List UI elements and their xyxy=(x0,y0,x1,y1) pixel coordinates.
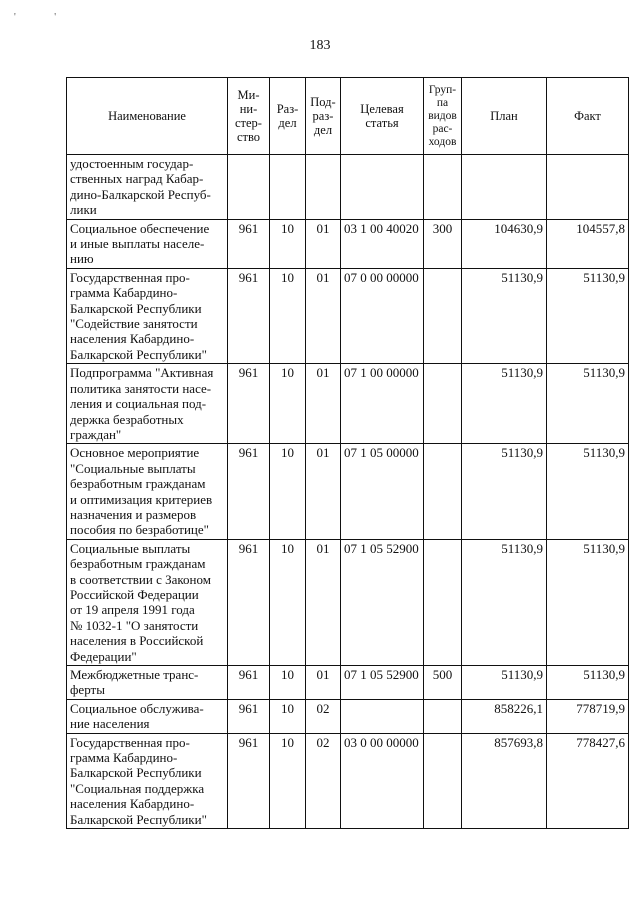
row-section: 10 xyxy=(270,444,306,539)
row-ministry: 961 xyxy=(228,364,270,444)
table-row xyxy=(67,666,629,700)
row-target xyxy=(341,155,424,220)
row-ministry: 961 xyxy=(228,733,270,828)
row-group xyxy=(424,268,462,363)
row-subsection xyxy=(306,155,341,220)
row-target: 07 1 05 00000 xyxy=(341,444,424,539)
row-plan: 51130,9 xyxy=(462,539,547,665)
row-ministry: 961 xyxy=(228,539,270,665)
row-section xyxy=(270,155,306,220)
row-subsection: 01 xyxy=(306,539,341,665)
row-group: 500 xyxy=(424,666,462,700)
row-plan: 51130,9 xyxy=(462,666,547,700)
row-plan: 51130,9 xyxy=(462,444,547,539)
header-section: Раз- дел xyxy=(270,78,306,155)
row-ministry: 961 xyxy=(228,444,270,539)
row-target: 07 1 05 52900 xyxy=(341,539,424,665)
row-target: 03 1 00 40020 xyxy=(341,219,424,268)
row-section: 10 xyxy=(270,733,306,828)
row-name: удостоенным государ- ственных наград Кабар- дино-Балкарской Респуб- лики xyxy=(67,155,228,220)
table-row xyxy=(67,155,629,220)
row-fact: 51130,9 xyxy=(547,268,629,363)
row-group xyxy=(424,539,462,665)
row-fact: 51130,9 xyxy=(547,364,629,444)
row-ministry: 961 xyxy=(228,699,270,733)
header-ministry: Ми- ни- стер- ство xyxy=(228,78,270,155)
row-group: 300 xyxy=(424,219,462,268)
row-group xyxy=(424,364,462,444)
table-row xyxy=(67,364,629,444)
row-target: 07 0 00 00000 xyxy=(341,268,424,363)
row-fact: 778719,9 xyxy=(547,699,629,733)
row-section: 10 xyxy=(270,268,306,363)
row-name: Подпрограмма "Активная политика занятости насе- ления и социальная под- держка безработных граждан" xyxy=(67,364,228,444)
row-subsection: 01 xyxy=(306,268,341,363)
row-ministry xyxy=(228,155,270,220)
table-row xyxy=(67,699,629,733)
budget-table xyxy=(66,77,629,829)
row-section: 10 xyxy=(270,219,306,268)
row-section: 10 xyxy=(270,666,306,700)
header-row xyxy=(67,78,629,155)
row-name: Государственная про- грамма Кабардино- Балкарской Республики "Социальная поддержка населения Кабардино- Балкарской Республики" xyxy=(67,733,228,828)
row-subsection: 02 xyxy=(306,733,341,828)
row-target xyxy=(341,699,424,733)
header-name: Наименование xyxy=(67,78,228,155)
table-row xyxy=(67,539,629,665)
row-ministry: 961 xyxy=(228,268,270,363)
row-target: 03 0 00 00000 xyxy=(341,733,424,828)
row-plan: 51130,9 xyxy=(462,268,547,363)
table-row xyxy=(67,268,629,363)
row-fact xyxy=(547,155,629,220)
row-group xyxy=(424,733,462,828)
row-section: 10 xyxy=(270,539,306,665)
row-subsection: 02 xyxy=(306,699,341,733)
row-plan: 858226,1 xyxy=(462,699,547,733)
table-row xyxy=(67,444,629,539)
row-plan: 104630,9 xyxy=(462,219,547,268)
row-fact: 51130,9 xyxy=(547,666,629,700)
page-number: 183 xyxy=(309,38,331,53)
table-row xyxy=(67,733,629,828)
row-fact: 51130,9 xyxy=(547,444,629,539)
row-name: Государственная про- грамма Кабардино- Балкарской Республики "Содействие занятости населения Кабардино- Балкарской Республики" xyxy=(67,268,228,363)
row-ministry: 961 xyxy=(228,666,270,700)
header-plan: План xyxy=(462,78,547,155)
row-plan: 51130,9 xyxy=(462,364,547,444)
row-fact: 104557,8 xyxy=(547,219,629,268)
row-target: 07 1 00 00000 xyxy=(341,364,424,444)
row-subsection: 01 xyxy=(306,666,341,700)
row-group xyxy=(424,444,462,539)
row-subsection: 01 xyxy=(306,219,341,268)
row-section: 10 xyxy=(270,364,306,444)
row-section: 10 xyxy=(270,699,306,733)
row-group xyxy=(424,699,462,733)
row-name: Социальное обслужива- ние населения xyxy=(67,699,228,733)
row-ministry: 961 xyxy=(228,219,270,268)
row-name: Межбюджетные транс- ферты xyxy=(67,666,228,700)
header-target: Целевая статья xyxy=(341,78,424,155)
row-subsection: 01 xyxy=(306,364,341,444)
row-target: 07 1 05 52900 xyxy=(341,666,424,700)
row-name: Социальные выплаты безработным гражданам в соответствии с Законом Российской Федерации от 19 апреля 1991 года № 1032-1 "О занятости населения в Российской Федерации" xyxy=(67,539,228,665)
row-group xyxy=(424,155,462,220)
header-subsection: Под- раз- дел xyxy=(306,78,341,155)
row-name: Социальное обеспечение и иные выплаты населе- нию xyxy=(67,219,228,268)
row-fact: 778427,6 xyxy=(547,733,629,828)
row-subsection: 01 xyxy=(306,444,341,539)
header-group: Груп- па видов рас- ходов xyxy=(424,78,462,155)
row-plan: 857693,8 xyxy=(462,733,547,828)
table-row xyxy=(67,219,629,268)
row-fact: 51130,9 xyxy=(547,539,629,665)
header-fact: Факт xyxy=(547,78,629,155)
row-plan xyxy=(462,155,547,220)
scan-corner-marks: ' ' xyxy=(14,12,75,23)
row-name: Основное мероприятие "Социальные выплаты безработным гражданам и оптимизация критериев назначения и размеров пособия по безработице" xyxy=(67,444,228,539)
